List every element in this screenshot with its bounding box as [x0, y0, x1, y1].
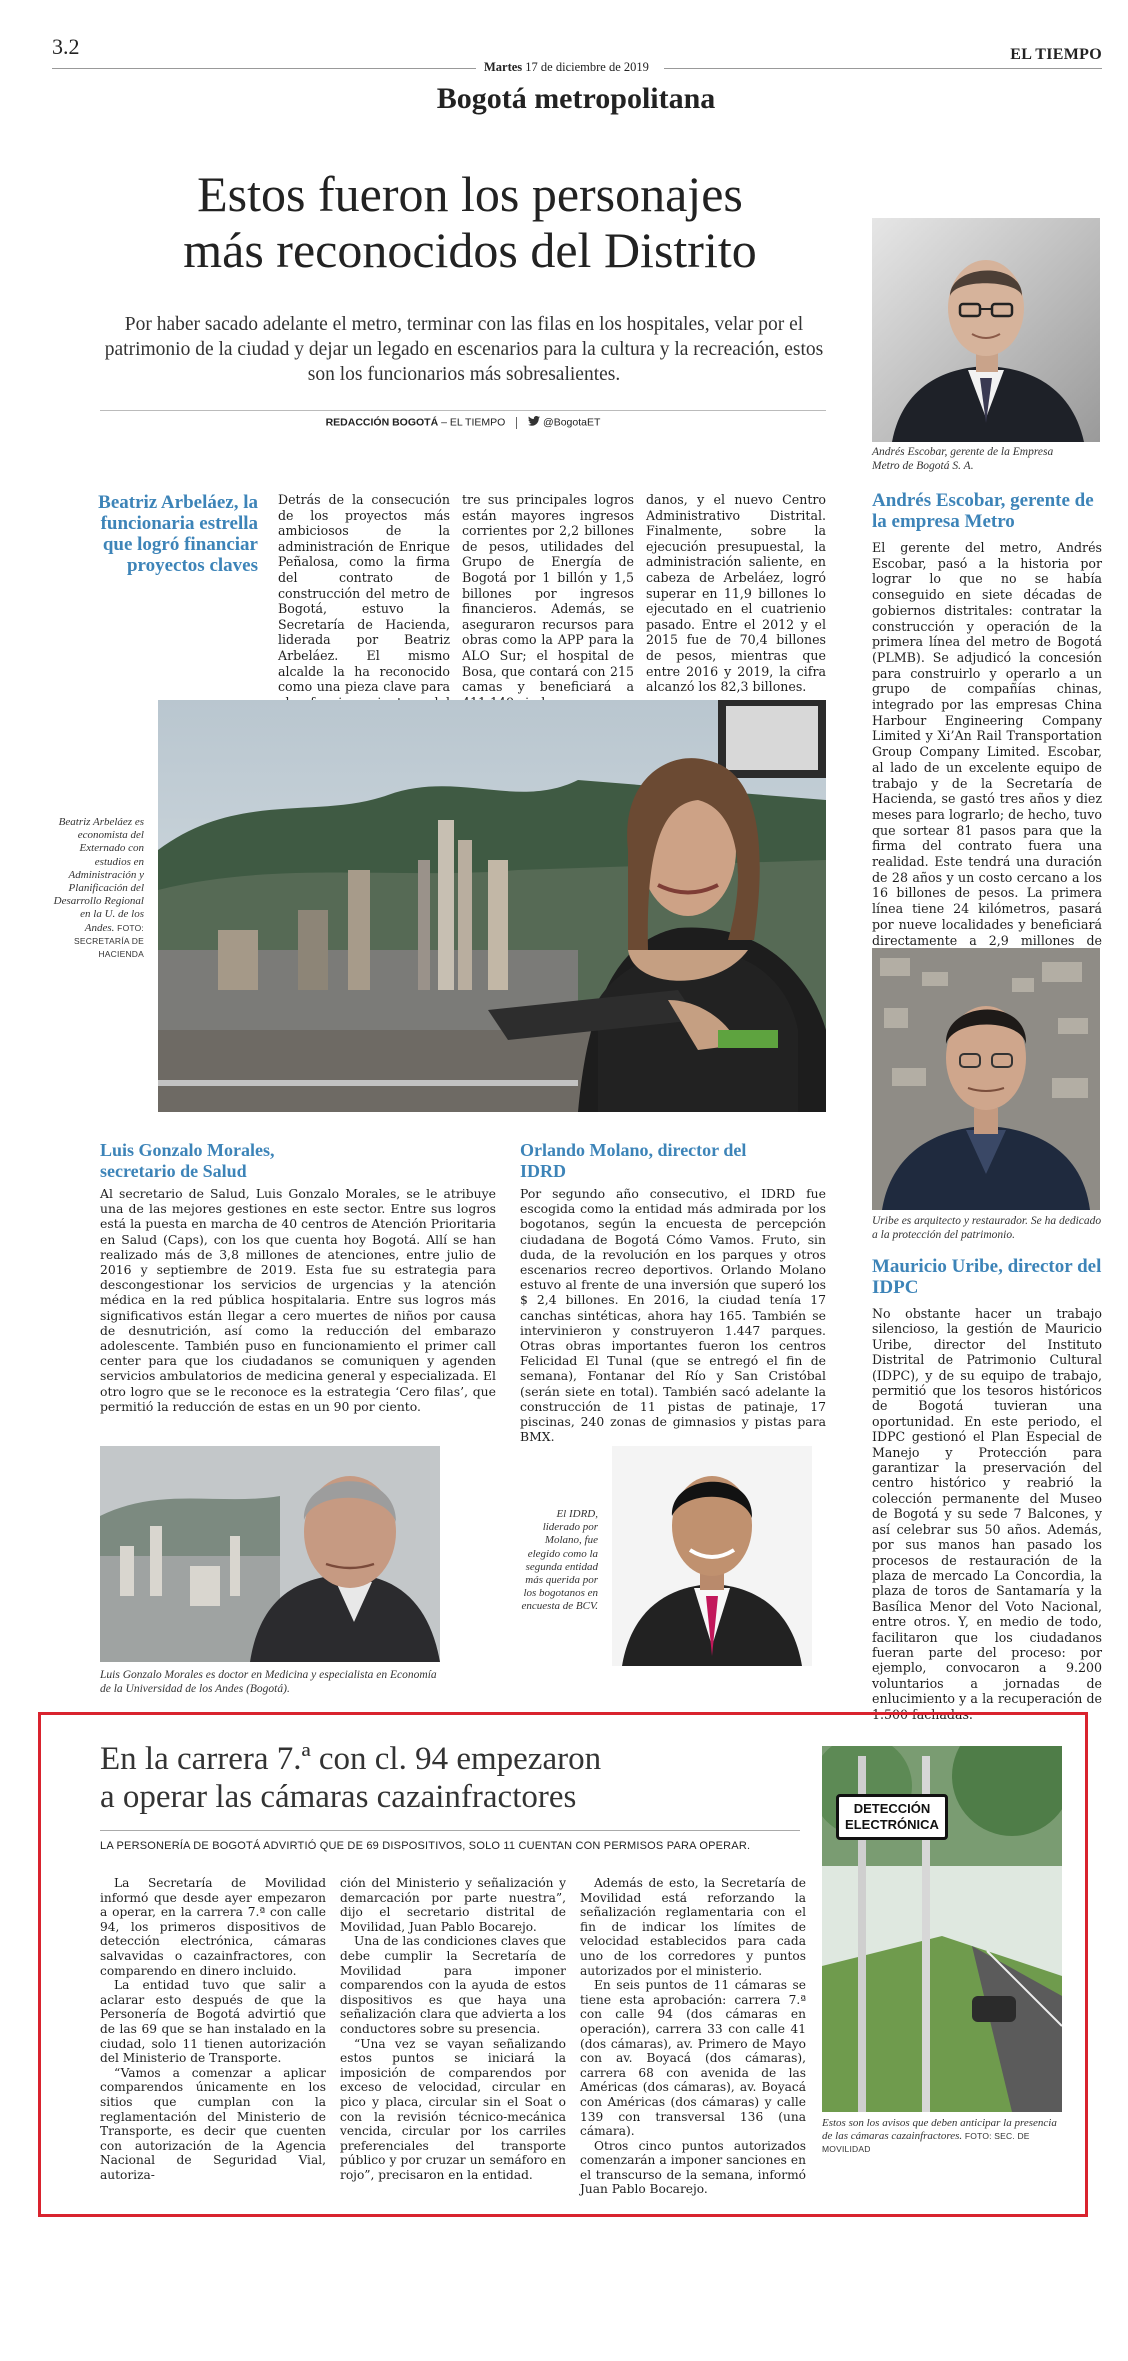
header-rule-right [664, 68, 1102, 69]
beatriz-arbelaez-photo [158, 700, 826, 1112]
main-dek: Por haber sacado adelante el metro, terminar con las filas en los hospitales, velar por el patrimonio de la ciudad y dejar un legado en escenarios para la cultura y la recreación, estos son los funcionarios más sobresalientes. [104, 314, 824, 385]
beatriz-caption [52, 816, 144, 961]
camaras-summary: LA PERSONERÍA DE BOGOTÁ ADVIRTIÓ QUE DE 69 DISPOSITIVOS, SOLO 11 CUENTAN CON PERMISOS PARA OPERAR. [100, 1840, 751, 1852]
beatriz-col1 [278, 492, 450, 726]
beatriz-col2 [462, 492, 634, 710]
beatriz-col1-text: Detrás de la consecución de los proyectos más ambiciosos de la administración de Enrique Peñalosa, como la firma del contrato de construcción del metro de Bogotá, estuvo la Secretaría de Hacienda, liderada por Beatriz Arbeláez. El mismo alcalde la ha reconocido como una pieza clave para [278, 492, 450, 695]
detection-sign [836, 1794, 948, 1840]
byline-rule [100, 410, 826, 411]
beatriz-col3 [646, 492, 826, 695]
camaras-headline-line2: a operar las cámaras cazainfractores [100, 1779, 577, 1815]
orlando-molano-photo [612, 1446, 812, 1666]
main-headline [100, 166, 840, 278]
camaras-caption-text: Estos son los avisos que deben anticipar la presencia de las cámaras cazainfractores. [822, 2117, 1057, 2142]
beatriz-col3-text: danos, y el nuevo Centro Administrativo Distrital. Finalmente, sobre la ejecución presupuestal, la administración saliente, en cabeza de Arbeláez, logró superar en 11,9 billones lo ejecutado en el cuatrienio pasado. Entre el 2012 y el 2015 fue de 70,4 billones de pesos, mientras que entre 2016 y 2019, la cifra alcanzó los 82,3 billones. [646, 492, 826, 695]
orlando-heading: Orlando Molano, director del IDRD [520, 1140, 747, 1181]
detection-sign-line1: DETECCIÓN [853, 1801, 931, 1816]
luis-gonzalo-morales-photo [100, 1446, 440, 1662]
beatriz-heading: Beatriz Arbeláez, la funcionaria estrella que logró financiar proyectos claves [98, 492, 258, 576]
header-rule-left [52, 68, 476, 69]
date-day: Martes [484, 60, 523, 74]
camaras-col3 [580, 1876, 806, 2197]
camaras-col2-p2: Una de las condiciones claves que debe cumplir la Secretaría de Movilidad para imponer comparendos con la ayuda de estos dispositivos es que haya una señalización clara que advierta a los conductores sobre su presencia. [340, 1934, 566, 2036]
mauricio-uribe-photo [872, 948, 1100, 1210]
mauricio-body [872, 1306, 1102, 1722]
orlando-body-text: Por segundo año consecutivo, el IDRD fue escogida como la entidad más admirada por los bogotanos, según la encuesta de percepción ciudadana de Bogotá Cómo Vamos. Fruto, sin duda, de la revolución en los parques y otros escenarios recreo deportivos. Orlando Molano estuvo al frente de una inversión que superó los $ 2,4 billones. En 2016, la ciudad tenía 17 canchas sintéticas, ahora hay 165. También se intervinieron y construyeron 1.447 parques. Otras obras importantes fueron los centros Felicidad El Tunal (que se entregó el fin de semana), Fontanar del Río y San Cristóbal (serán siete en total). También sacó adelante la construcción de 11 pistas de patinaje, 17 piscinas, 240 zonas de gimnasios y pistas para BMX. [520, 1186, 826, 1445]
brand-logo: EL TIEMPO [1010, 46, 1102, 63]
main-headline-line1: Estos fueron los personajes [197, 166, 743, 222]
andres-caption: Andrés Escobar, gerente de la Empresa Metro de Bogotá S. A. [872, 446, 1054, 472]
luis-body-text: Al secretario de Salud, Luis Gonzalo Morales, se le atribuye una de las mejores gestiones en este sector. Entre sus logros está la puesta en marcha de 40 centros de Atención Prioritaria en Salud (Caps), con los que cuenta hoy Bogotá. Allí se han realizado más de 3,8 millones de atenciones, entre julio de 2016 y septiembre de 2019. Esta fue su estrategia para descongestionar los servicios de urgencias y la atención médica en la red pública hospitalaria. Entre sus logros más significativos están llegar a cero muertes de niños por causa de desnutrición, así como la reducción del embarazo adolescente. También puso en funcionamiento el primer call center para que los ciudadanos se comuniquen y agenden servicios ambulatorios de medicina general y especializada. El otro logro que se le reconoce es la estrategia ‘Cero filas’, que permitió la reducción de estas en un 90 por ciento. [100, 1186, 496, 1414]
date-rest: 17 de diciembre de 2019 [525, 60, 649, 74]
mauricio-body-text: No obstante hacer un trabajo silencioso, la gestión de Mauricio Uribe, director del Instituto Distrital de Patrimonio Cultural (IDPC), y de su equipo de trabajo, permitió que los tesoros históricos de Bogotá tuvieran una oportunidad. En este periodo, el IDPC gestionó el Plan Especial de Manejo y Protección para garantizar la preservación del centro histórico y reabrió la colección permanente del Museo de Bogotá y su sede 7 Balcones, y así celebrar sus 50 años. Además, por sus manos han pasado los procesos de restauración de la plaza de mercado La Concordia, la plaza de toros de Santamaría y la Basílica Menor del Voto Nacional, entre otros. Y, en medio de todo, facilitaron que los ciudadanos fueran parte del proceso: por ejemplo, convocaron a 9.200 voluntarios a jornadas de enlucimiento y a la recuperación de 1.500 fachadas. [872, 1306, 1102, 1722]
beatriz-photo-credit: FOTO: SECRETARÍA DE HACIENDA [74, 922, 144, 960]
luis-caption: Luis Gonzalo Morales es doctor en Medicina y especialista en Economía de la Universidad de los Andes (Bogotá). [100, 1669, 437, 1695]
section-title: Bogotá metropolitana [436, 82, 716, 115]
beatriz-col2-text: tre sus principales logros están mayores ingresos corrientes por 2,2 billones de pesos, utilidades del Grupo de Energía de Bogotá por 1 billón y 1,5 billones por ingresos financieros. Además, se aseguraron recursos para obras como la APP para la ALO Sur; el hospital de Bosa, que contará con 215 camas y beneficiará a [462, 492, 634, 695]
page-number: 3.2 [52, 34, 80, 59]
main-headline-line2: más reconocidos del Distrito [183, 222, 757, 278]
byline [100, 416, 826, 429]
orlando-body [520, 1186, 826, 1444]
beatriz-caption-text: Beatriz Arbeláez es economista del Externado con estudios en Administración y Planificación del Desarrollo Regional en la U. de los Andes. [53, 816, 144, 934]
camaras-col1 [100, 1876, 326, 2182]
detection-sign-photo [822, 1746, 1062, 2112]
camaras-caption [822, 2117, 1062, 2156]
camaras-col3-p2: En seis puntos de 11 cámaras se tiene esta aprobación: carrera 7.ª con calle 94 (dos cámaras en operación), carrera 33 con calle 41 (dos cámaras), av. Primero de Mayo con av. Boyacá (dos cámaras), carrera 68 con avenida de las Américas (dos cámaras), av. Boyacá con Américas (dos cámaras) y calle 139 con transversal 136 (una cámara). [580, 1978, 806, 2139]
camaras-col2-p3: “Una vez se vayan señalizando estos puntos se iniciará la imposición de comparendos por exceso de velocidad, circular en pico y placa, circular sin el Soat o con la revisión técnico-mecánica vencida, circular por los carriles preferenciales del transporte público y por cruzar un semáforo en rojo”, precisaron en la entidad. [340, 2036, 566, 2182]
camaras-col2 [340, 1876, 566, 2182]
camaras-col1-p1: La Secretaría de Movilidad informó que desde ayer empezaron a operar, en la carrera 7.ª con calle 94, los primeros dispositivos de detección electrónica, cámaras salvavidas o cazainfractores, con comparendo en dinero incluido. [100, 1876, 326, 1978]
camaras-col1-p2: La entidad tuvo que salir a aclarar esto después de que la Personería de Bogotá advirtió que de las 69 que se han instalado en la ciudad, solo 11 tienen autorización del Ministerio de Transporte. [100, 1978, 326, 2066]
mauricio-heading: Mauricio Uribe, director del IDPC [872, 1256, 1102, 1298]
detection-sign-line2: ELECTRÓNICA [845, 1817, 939, 1832]
camaras-headline-line1: En la carrera 7.ª con cl. 94 empezaron [100, 1741, 602, 1777]
camaras-col3-p3: Otros cinco puntos autorizados comenzarán a imponer sanciones en el transcurso de la semana, informó Juan Pablo Bocarejo. [580, 2138, 806, 2197]
camaras-col3-p1: Además de esto, la Secretaría de Movilidad está reforzando la señalización reglamentaria con el fin de indicar los límites de velocidad establecidos para cada uno de los corredores y puntos autorizados por el ministerio. [580, 1876, 806, 1978]
luis-heading: Luis Gonzalo Morales, secretario de Salud [100, 1140, 275, 1181]
twitter-handle: @BogotaET [543, 416, 601, 429]
camaras-col1-p3: “Vamos a comenzar a aplicar comparendos únicamente en los sitios que cumplan con la reglamentación del Ministerio de Transporte, es decir que cuenten con autorización de la Agencia Nacional de Seguridad Vial, autoriza- [100, 2065, 326, 2182]
camaras-photo-credit: FOTO: SEC. DE MOVILIDAD [822, 2131, 1030, 2154]
andres-heading: Andrés Escobar, gerente de la empresa Metro [872, 490, 1094, 532]
andres-escobar-photo [872, 218, 1100, 442]
andres-body [872, 540, 1102, 964]
publication-date [484, 60, 649, 75]
twitter-icon [528, 416, 540, 429]
orlando-caption: El IDRD, liderado por Molano, fue elegido como la segunda entidad más querida por los bogotanos en encuesta de BCV. [521, 1508, 598, 1613]
mauricio-caption: Uribe es arquitecto y restaurador. Se ha dedicado a la protección del patrimonio. [872, 1215, 1102, 1241]
andres-body-text: El gerente del metro, Andrés Escobar, pasó a la historia por lograr lo que no se había conseguido en siete décadas de gobiernos distritales: contratar la construcción y operación de la primera línea del metro de Bogotá (PLMB). Se adjudicó la concesión para construirlo y operarlo a un grupo de compañías chinas, integrado por las empresas China Harbour Engineering Company Limited y Xi’An Rail Transportation Group Company Limited. Escobar, al lado de un excelente equipo de trabajo y de la Secretaría de Hacienda, se gastó tres años y diez meses para lograrlo; de hecho, tuvo que sortear 81 pasos para que la firma del contrato fuera una realidad. Este tendrá una duración de 28 años y un costo cercano a los 16 billones de pesos. La primera línea tiene 24 kilómetros, pasará por nueve localidades y beneficiará directamente a 2,9 millones de [872, 540, 1102, 948]
camaras-headline [100, 1740, 760, 1816]
byline-author: REDACCIÓN BOGOTÁ [325, 416, 439, 429]
luis-body [100, 1186, 496, 1414]
byline-outlet: – EL TIEMPO [438, 416, 506, 429]
camaras-col2-p1: ción del Ministerio y señalización y demarcación por parte nuestra”, dijo el secretario distrital de Movilidad, Juan Pablo Bocarejo. [340, 1876, 566, 1934]
camaras-rule [100, 1830, 800, 1831]
